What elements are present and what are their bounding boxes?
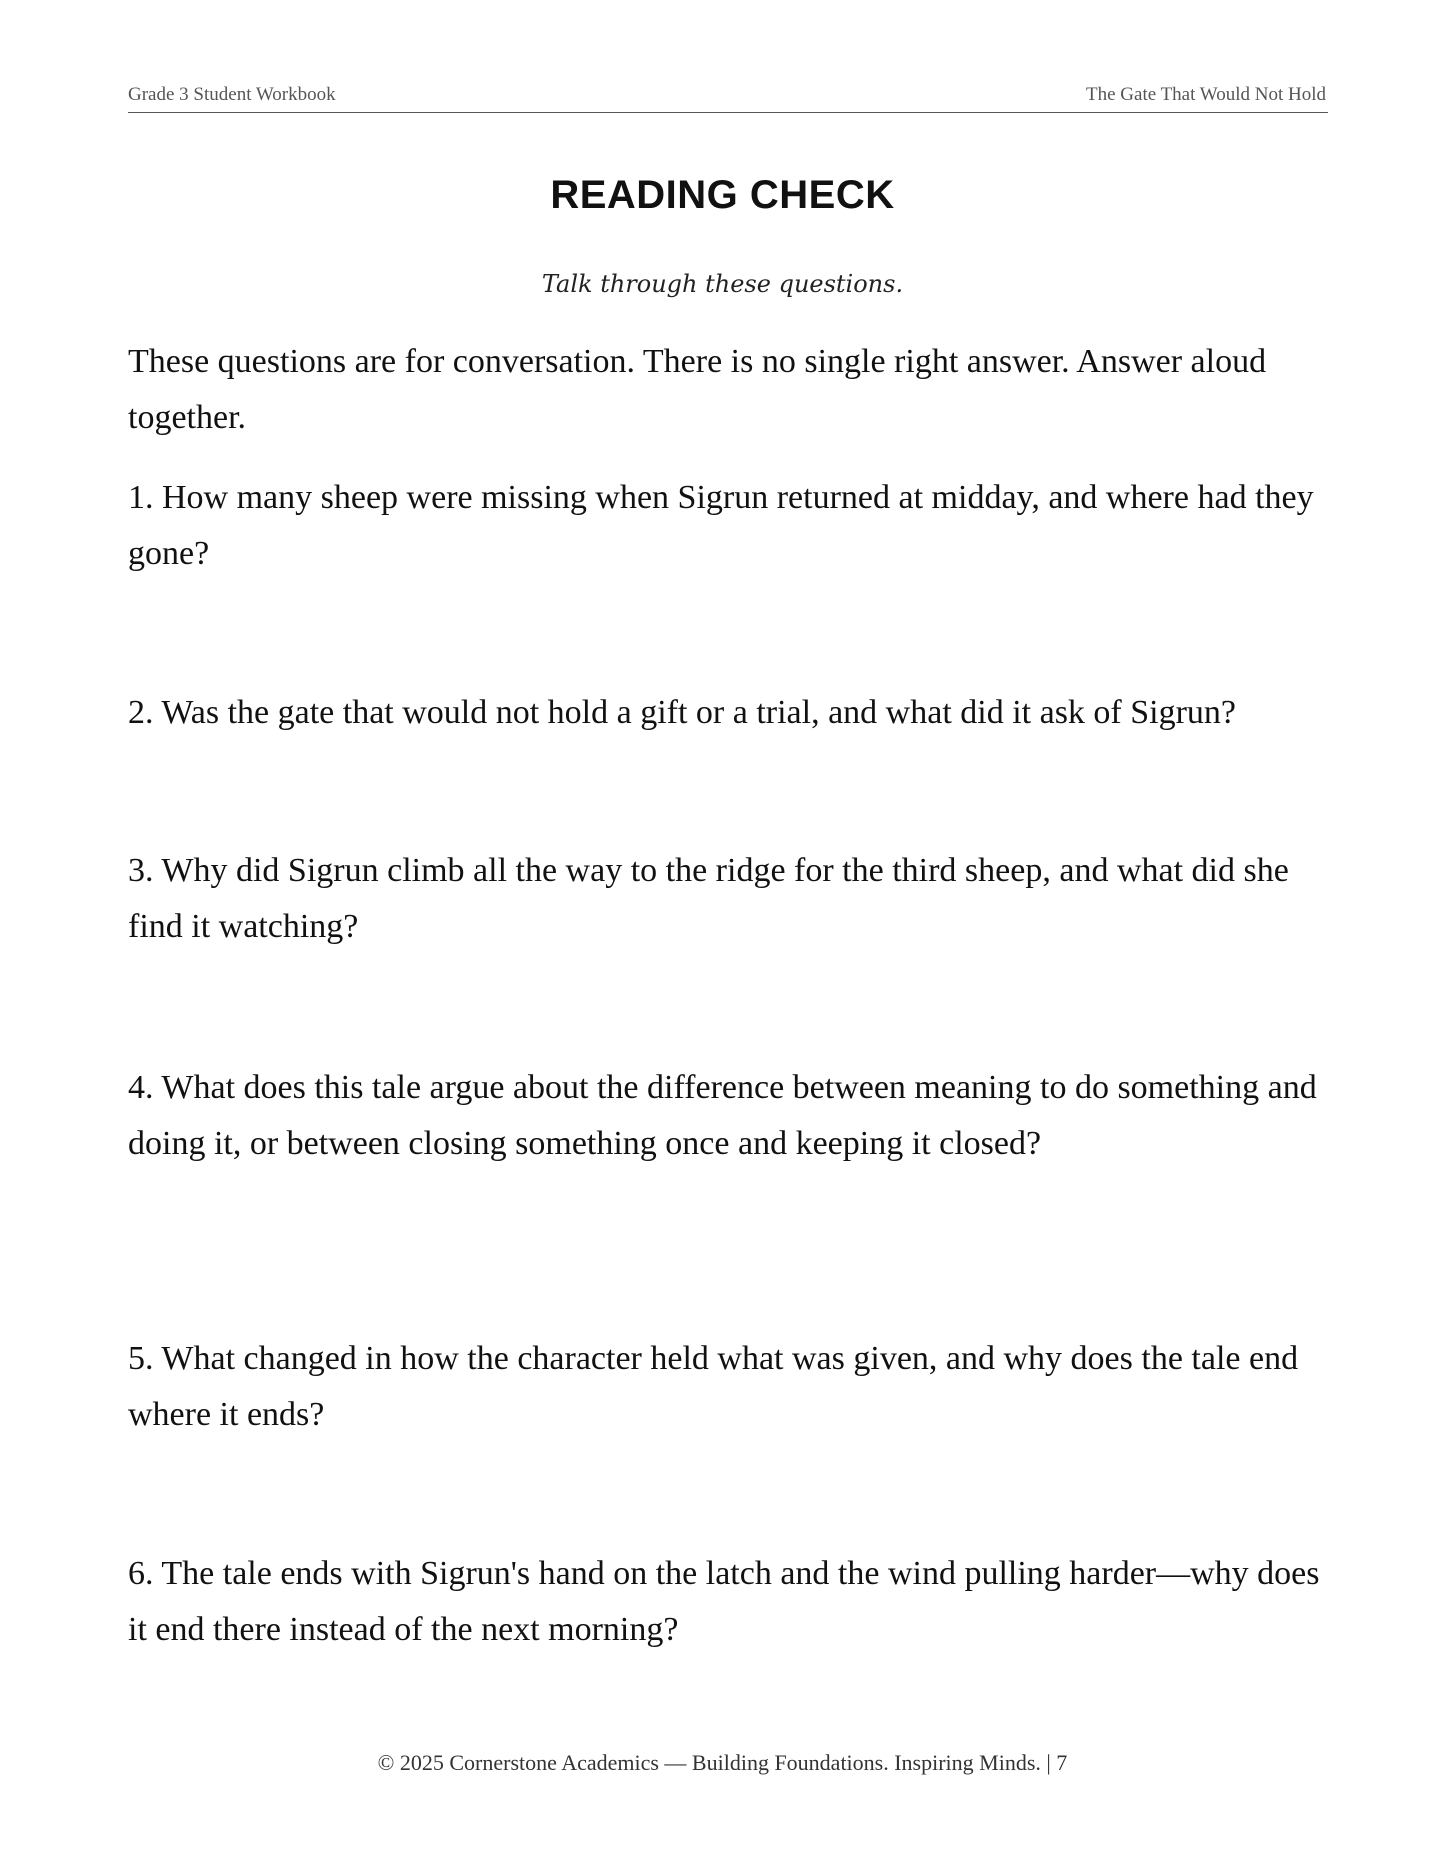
question-6: 6. The tale ends with Sigrun's hand on the latch and the wind pulling harder—why does it end there instead of the next morning? [128, 1555, 1320, 1648]
intro-paragraph: These questions are for conversation. There is no single right answer. Answer aloud together. [128, 343, 1267, 436]
page-header [128, 84, 1328, 113]
header-workbook-label: Grade 3 Student Workbook [128, 84, 336, 105]
question-1: 1. How many sheep were missing when Sigrun returned at midday, and where had they gone? [128, 479, 1314, 572]
page-subtitle: Talk through these questions. [541, 270, 904, 298]
question-3: 3. Why did Sigrun climb all the way to the ridge for the third sheep, and what did she find it watching? [128, 852, 1289, 945]
page-footer: © 2025 Cornerstone Academics — Building Foundations. Inspiring Minds. | 7 [377, 1750, 1068, 1775]
header-story-title: The Gate That Would Not Hold [1086, 84, 1326, 105]
question-2: 2. Was the gate that would not hold a gift or a trial, and what did it ask of Sigrun? [128, 694, 1237, 731]
question-4: 4. What does this tale argue about the difference between meaning to do something and doing it, or between closing something once and keeping it closed? [128, 1069, 1317, 1162]
question-5: 5. What changed in how the character held what was given, and why does the tale end where it ends? [128, 1340, 1299, 1433]
page-title: READING CHECK [550, 173, 895, 217]
